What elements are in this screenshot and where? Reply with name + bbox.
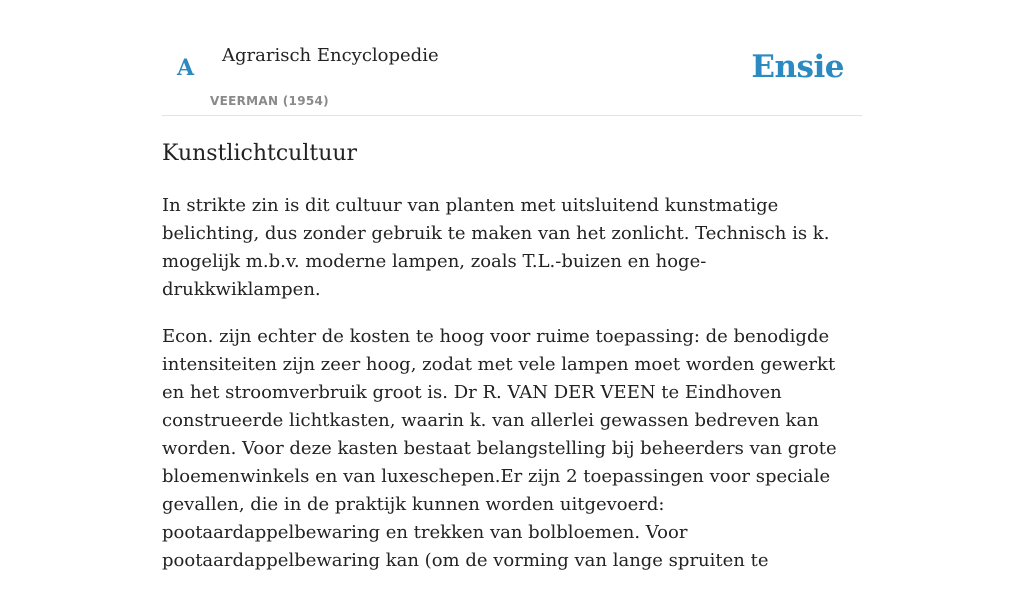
- article-title: Kunstlichtcultuur: [162, 141, 358, 166]
- index-letter-link[interactable]: A: [177, 55, 195, 81]
- source-title-link[interactable]: Agrarisch Encyclopedie: [222, 45, 439, 66]
- article: [162, 138, 862, 594]
- ensie-logo-link[interactable]: Ensie: [751, 49, 844, 85]
- article-paragraph: In strikte zin is dit cultuur van planten met uitsluitend kunstmatige belichting, dus zonder gebruik te maken van het zonlicht. Technisch is k. mogelijk m.b.v. moderne lampen, zoals T.L.-buizen en hoge-drukkwiklampen.: [162, 195, 830, 300]
- article-paragraph: Econ. zijn echter de kosten te hoog voor ruime toepassing: de benodigde intensiteiten zijn zeer hoog, zodat met vele lampen moet worden gewerkt en het stroomverbruik groot is. Dr R. VAN DER VEEN te Eindhoven construeerde lichtkasten, waarin k. van allerlei gewassen bedreven kan worden. Voor deze kasten bestaat belangstelling bij beheerders van grote bloemenwinkels en van luxeschepen.Er zijn 2 toepassingen voor speciale gevallen, die in de praktijk kunnen worden uitgevoerd: pootaardappelbewaring en trekken van bolbloemen. Voor pootaardappelbewaring kan (om de vorming van lange spruiten te: [162, 326, 837, 571]
- source-author-year: VEERMAN (1954): [210, 94, 329, 108]
- header: [162, 0, 862, 116]
